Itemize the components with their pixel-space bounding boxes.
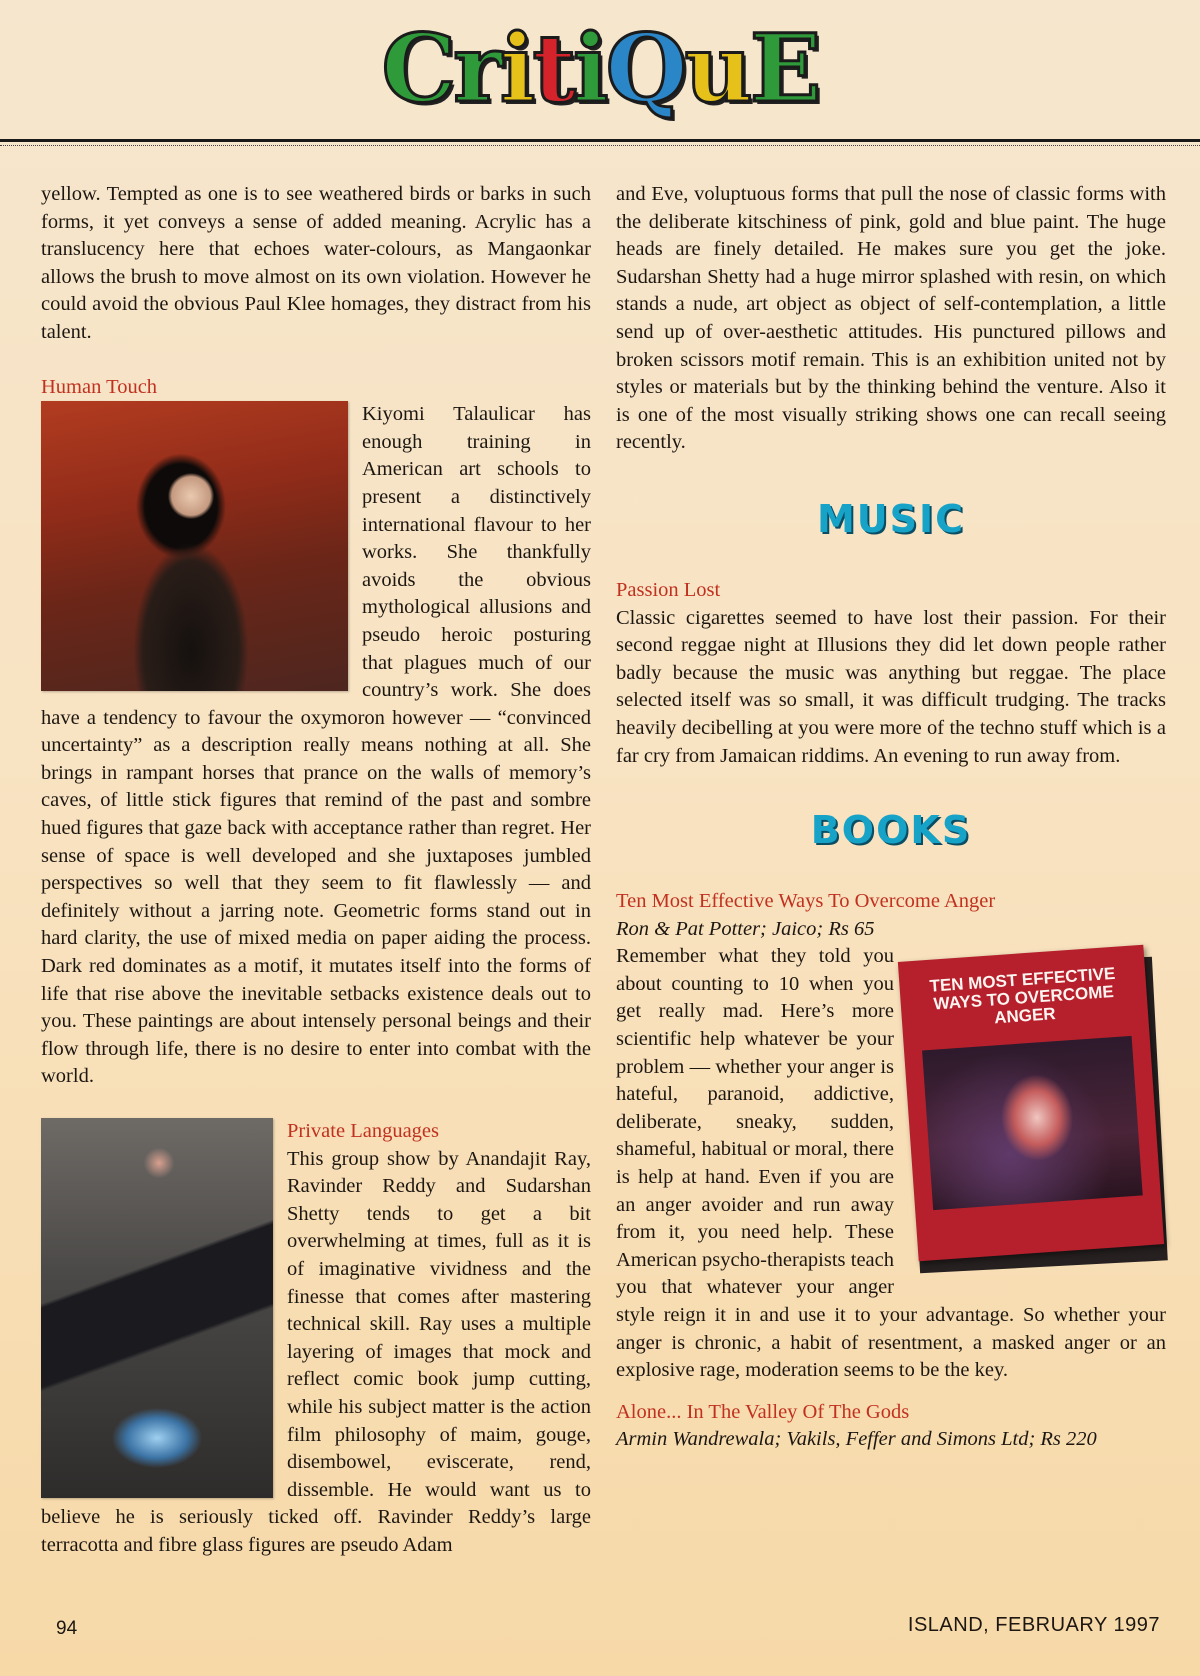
masthead-letter: u	[684, 14, 750, 124]
anger-book-body: Remember what they told you about counting to 10 when you get really mad. Here’s more scientific help whatever be your problem — whether your anger is hateful, paranoid, addictive, deliberate, sneaky, sudden, shameful, habitual or moral, there is help at hand. Even if you are an anger avoider and run away from it, you need help. These American psycho-therapists teach you that whatever your anger style reign it in and use it to your advantage. So whether your anger is chronic, a habit of resentment, a masked anger or an explosive rage, moderation seems to be the key.	[616, 945, 1166, 1382]
human-touch-article	[41, 401, 591, 1091]
book-cover-art	[922, 1036, 1143, 1210]
artist-portrait-photo	[41, 401, 348, 691]
book-cover-front	[898, 945, 1164, 1261]
header-rule	[0, 139, 1200, 142]
anger-book-review	[616, 943, 1166, 1385]
valley-book-heading: Alone... In The Valley Of The Gods	[616, 1400, 910, 1423]
page-number: 94	[56, 1618, 78, 1639]
masthead-letter: E	[749, 14, 819, 124]
gallery-installation-photo	[41, 1118, 273, 1498]
human-touch-heading: Human Touch	[41, 375, 158, 398]
masthead-letter: i	[499, 14, 533, 124]
anger-book-heading: Ten Most Effective Ways To Overcome Anger	[616, 890, 996, 913]
masthead-letter: r	[453, 14, 500, 124]
private-languages-body-right: and Eve, voluptuous forms that pull the nose of classic forms with the deliberate kitschiness of pink, gold and blue paint. The huge heads are finely detailed. He makes sure you get the joke. Sudarshan Shetty had a huge mirror splashed with resin, on which stands a nude, art object as object of self-contemplation, a little send up of over-aesthetic attitudes. His punctured pillows and broken scissors motif remain. This is an exhibition united not by styles or materials but by the thinking behind the venture. Also it is one of the most visually striking shows one can recall seeing recently.	[616, 183, 1166, 454]
passion-lost-body: Classic cigarettes seemed to have lost their passion. For their second reggae night at Illusions they did let down people rather badly because the music was anything but reggae. The place selected itself was so small, it was difficult trudging. The tracks heavily decibelling at you were more of the techno stuff which is a far cry from Jamaican riddims. An evening to run away from.	[616, 606, 1166, 767]
books-section-title: BOOKS	[810, 808, 972, 853]
issue-info: ISLAND, FEBRUARY 1997	[907, 1614, 1160, 1636]
masthead-letter: Q	[605, 14, 685, 124]
anger-book-byline: Ron & Pat Potter; Jaico; Rs 65	[616, 917, 875, 940]
music-section-title: MUSIC	[816, 496, 966, 541]
left-column	[41, 181, 591, 1560]
passion-lost-heading: Passion Lost	[616, 578, 721, 601]
masthead-letter: i	[572, 14, 606, 124]
valley-book-byline: Armin Wandrewala; Vakils, Feffer and Simons Ltd; Rs 220	[616, 1428, 1097, 1451]
masthead	[0, 14, 1200, 124]
masthead-letter: t	[532, 14, 573, 124]
art-intro-paragraph: yellow. Tempted as one is to see weathered birds or barks in such forms, it yet conveys a sense of added meaning. Acrylic has a translucency here that echoes water-colours, as Mangaonkar allows the brush to move almost on its own violation. However he could avoid the obvious Paul Klee homages, they distract from his talent.	[41, 183, 591, 343]
private-languages-heading: Private Languages	[287, 1120, 439, 1142]
masthead-title	[381, 14, 818, 124]
book-cover-title: TEN MOST EFFECTIVE WAYS TO OVERCOME ANGER	[928, 964, 1116, 1028]
book-cover-image	[908, 949, 1166, 1269]
private-languages-article	[41, 1118, 591, 1560]
private-languages-body-left: This group show by Anandajit Ray, Ravinder Reddy and Sudarshan Shetty tends to get a bit overwhelming at times, full as it is of imaginative vividness and the finesse that comes after mastering technical skill. Ray uses a multiple layering of images that mock and reflect comic book jump cutting, while his subject matter is the action film philosophy of maim, gouge, disembowel, eviscerate, rend, dissemble. He would want us to believe he is seriously ticked off. Ravinder Reddy’s large terracotta and fibre glass figures are pseudo Adam	[41, 1147, 591, 1556]
right-column	[616, 181, 1166, 1454]
masthead-letter: C	[381, 14, 454, 124]
human-touch-body: Kiyomi Talaulicar has enough training in American art schools to present a distinctively international flavour to her works. She thankfully avoids the obvious mythological allusions and pseudo heroic posturing that plagues much of our country’s work. She does have a tendency to favour the oxymoron however — “convinced uncertainty” as a description really means nothing at all. She brings in rampant horses that prance on the walls of memory’s caves, of little stick figures that remind of the past and sombre hued figures that gaze back with acceptance rather than regret. Her sense of space is well developed and she juxtaposes jumbled perspectives so well that they seem to fit flawlessly — and definitely without a jarring note. Geometric forms stand out in hard clarity, the use of mixed media on paper aiding the process. Dark red dominates as a motif, it mutates itself into the forms of life that rise above the inevitable setbacks existence deals out to you. These paintings are about intensely personal beings and their flow through life, there is no desire to enter into combat with the world.	[41, 403, 591, 1088]
